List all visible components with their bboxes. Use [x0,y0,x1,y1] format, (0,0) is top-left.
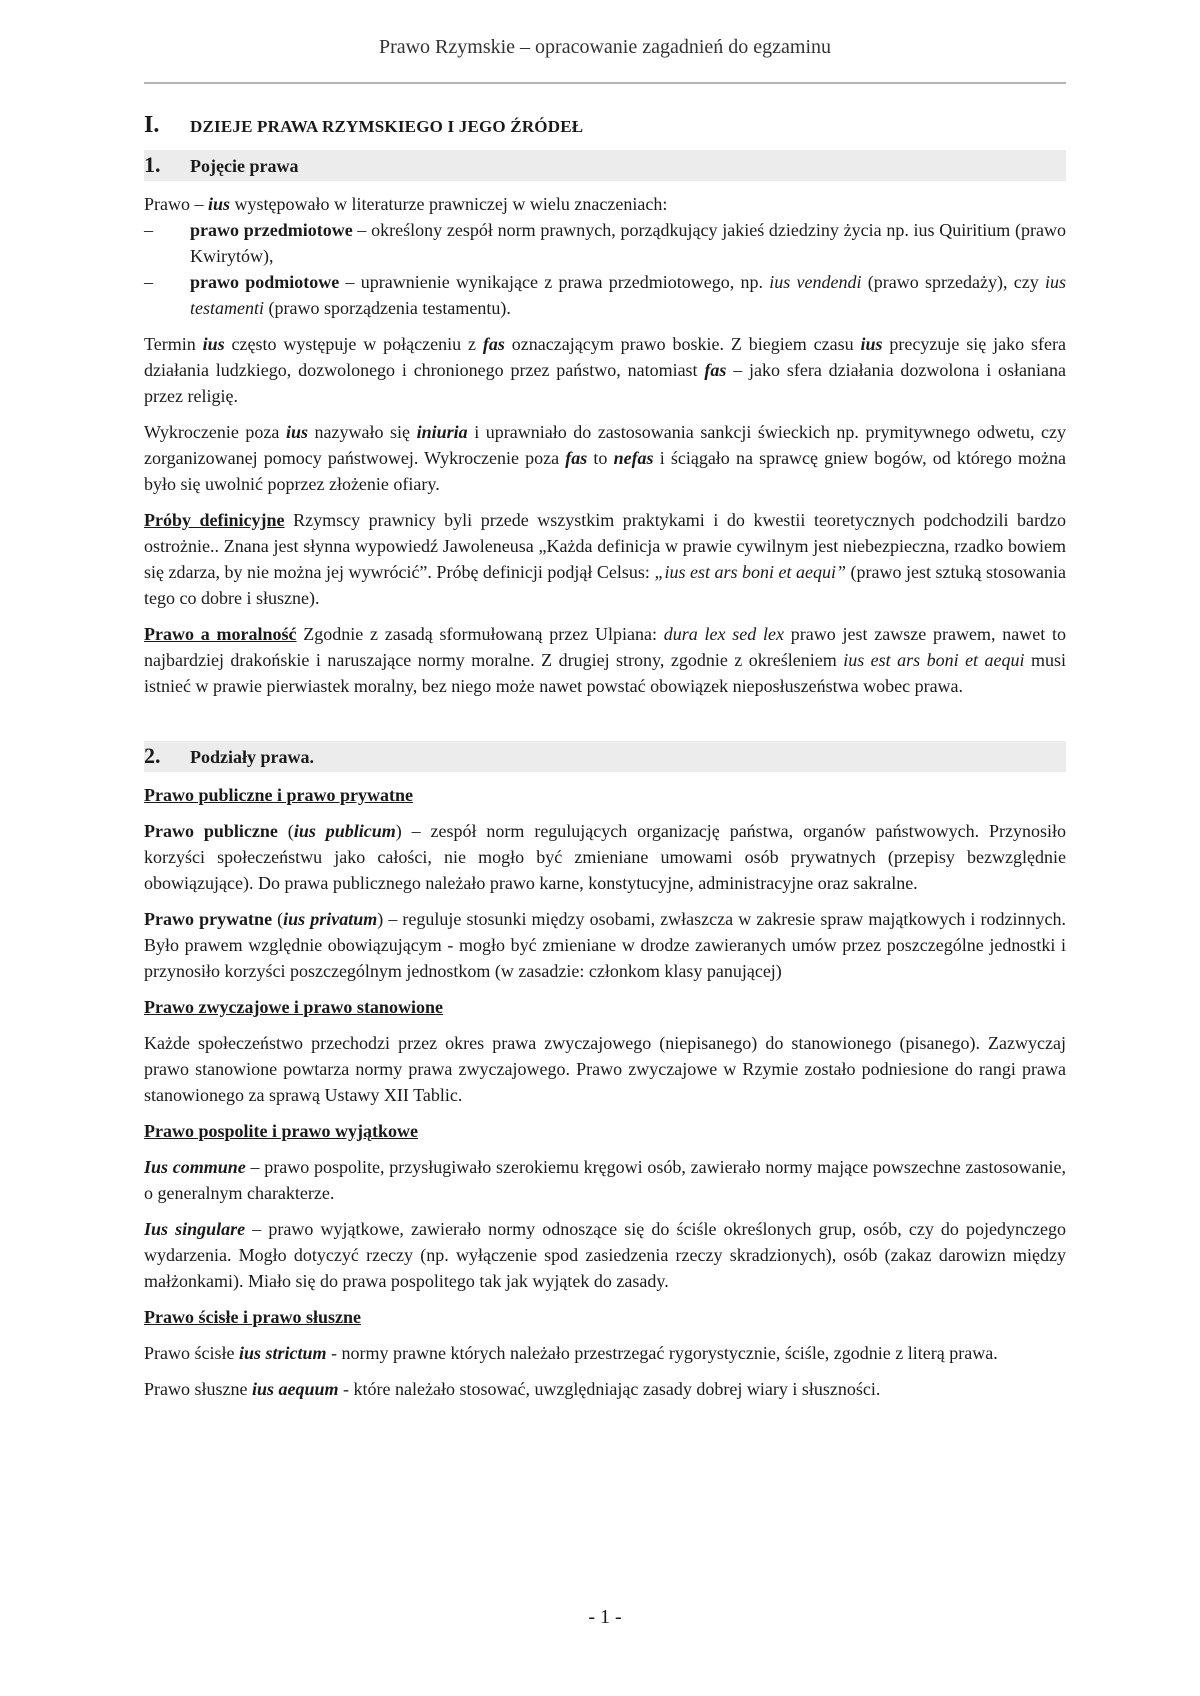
section-number: 2. [144,743,161,768]
paragraph-proby: Próby definicyjne Rzymscy prawnicy byli przede wszystkim praktykami i do kwestii teoretycznych podchodzili bardzo ostrożnie.. Znana jest słynna wypowiedź Jawoleneusa „Każda definicja w prawie cywilnym jest niebezpieczna, rzadko bowiem się zdarza, by nie można jej wywrócić”. Próbę definicji podjął Celsus: „ius est ars boni et aequi” (prawo jest sztuką stosowania tego co dobre i słuszne). [144,510,1066,608]
paragraph-commune: Ius commune – prawo pospolite, przysługiwało szerokiemu kręgowi osób, zawierało normy mające powszechne zastosowanie, o generalnym charakterze. [144,1157,1066,1203]
inline-label: Prawo a moralność [144,624,297,644]
chapter-title: DZIEJE PRAWA RZYMSKIEGO I JEGO ŹRÓDEŁ [190,117,584,136]
list-item: – prawo przedmiotowe – określony zespół norm prawnych, porządkujący jakieś dziedziny życia np. ius Quiritium (prawo Kwirytów), [144,220,1067,266]
paragraph-zwyczajowe: Każde społeczeństwo przechodzi przez okres prawa zwyczajowego (niepisanego) do stanowionego (pisanego). Zazwyczaj prawo stanowione powtarza normy prawa zwyczajowego. Prawo zwyczajowe w Rzymie zostało podniesione do rangi prawa stanowionego za sprawą Ustawy XII Tablic. [144,1033,1066,1105]
subheading-scisle-sluszne: Prawo ścisłe i prawo słuszne [144,1307,361,1327]
section-number: 1. [144,152,161,177]
paragraph-scisle: Prawo ścisłe ius strictum - normy prawne których należało przestrzegać rygorystycznie, ściśle, zgodnie z literą prawa. [144,1343,998,1363]
intro-paragraph: Prawo – ius występowało w literaturze prawniczej w wielu znaczeniach: [144,194,668,214]
page-content [144,112,1066,1402]
header-divider [144,82,1066,84]
definition-list [144,217,1066,321]
section-title: Pojęcie prawa [190,156,299,176]
section-title: Podziały prawa. [190,747,314,767]
paragraph-sluszne: Prawo słuszne ius aequum - które należało stosować, uwzględniając zasady dobrej wiary i słuszności. [144,1379,881,1399]
chapter-number: I. [144,112,160,138]
inline-label: Próby definicyjne [144,510,285,530]
subheading-publiczne-prywatne: Prawo publiczne i prawo prywatne [144,785,413,805]
paragraph-singulare: Ius singulare – prawo wyjątkowe, zawierało normy odnoszące się do ściśle określonych grup, osób, czy do pojedynczego wydarzenia. Mogło dotyczyć rzeczy (np. wyłączenie spod zasiedzenia rzeczy skradzionych), osób (zakaz darowizn między małżonkami). Miało się do prawa pospolitego tak jak wyjątek do zasady. [144,1219,1066,1291]
paragraph-termin: Termin ius często występuje w połączeniu z fas oznaczającym prawo boskie. Z biegiem czasu ius precyzuje się jako sfera działania ludzkiego, dozwolonego i chronionego przez państwo, natomiast fas – jako sfera działania dozwolona i osłaniana przez religię. [144,334,1066,406]
section-heading-1 [144,150,1066,181]
paragraph-wykroczenie: Wykroczenie poza ius nazywało się iniuria i uprawniało do zastosowania sankcji świeckich np. prymitywnego odwetu, czy zorganizowanej pomocy państwowej. Wykroczenie poza fas to nefas i ściągało na sprawcę gniew bogów, od którego można było się uwolnić poprzez złożenie ofiary. [144,422,1067,494]
paragraph-publiczne: Prawo publiczne (ius publicum) – zespół norm regulujących organizację państwa, organów państwowych. Przynosiło korzyści społeczeństwu jako całości, nie mogło być zmieniane umowami osób prywatnych (przepisy bezwzględnie obowiązujące). Do prawa publicznego należało prawo karne, konstytucyjne, administracyjne oraz sakralne. [144,821,1067,893]
paragraph-prywatne: Prawo prywatne (ius privatum) – reguluje stosunki między osobami, zwłaszcza w zakresie spraw majątkowych i rodzinnych. Było prawem względnie obowiązującym - mogło być zmieniane w drodze zawieranych umów przez poszczególne jednostki i przynosiło korzyści poszczególnym jednostkom (w zasadzie: członkom klasy panującej) [144,909,1066,981]
subheading-pospolite-wyjatkowe: Prawo pospolite i prawo wyjątkowe [144,1121,418,1141]
list-item: – prawo podmiotowe – uprawnienie wynikające z prawa przedmiotowego, np. ius vendendi (prawo sprzedaży), czy ius testamenti (prawo sporządzenia testamentu). [144,272,1066,318]
paragraph-moralnosc: Prawo a moralność Zgodnie z zasadą sformułowaną przez Ulpiana: dura lex sed lex prawo jest zawsze prawem, nawet to najbardziej drakońskie i naruszające normy moralne. Z drugiej strony, zgodnie z określeniem ius est ars boni et aequi musi istnieć w prawie pierwiastek moralny, bez niego może nawet powstać obowiązek nieposłuszeństwa wobec prawa. [144,624,1066,696]
section-heading-2 [144,741,1066,772]
subheading-zwyczajowe-stanowione: Prawo zwyczajowe i prawo stanowione [144,997,443,1017]
page-number: - 1 - [588,1606,622,1628]
chapter-heading [144,112,1066,140]
page-header: Prawo Rzymskie – opracowanie zagadnień do egzaminu [378,36,832,58]
